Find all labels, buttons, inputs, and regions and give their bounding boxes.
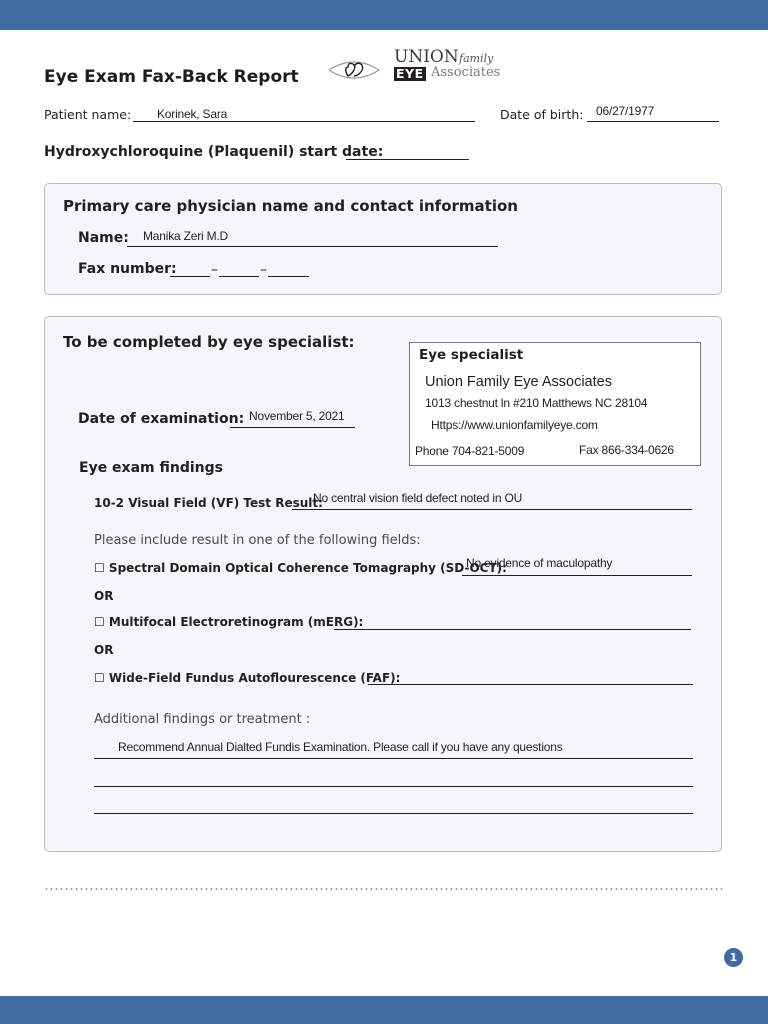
union-family-eye-logo (326, 47, 506, 90)
eye-specialist-fax: Fax 866-334-0626 (579, 443, 674, 457)
hcq-start-date-field[interactable] (346, 159, 469, 160)
or-separator-1: OR (94, 589, 114, 603)
sdoct-value: No evidence of maculopathy (466, 556, 613, 570)
eye-specialist-phone: Phone 704-821-5009 (415, 444, 525, 458)
include-note: Please include result in one of the following fields: (94, 533, 421, 548)
additional-findings-line-3[interactable] (94, 813, 693, 814)
logo-union-text: UNION (394, 47, 459, 67)
sdoct-option[interactable]: ☐ Spectral Domain Optical Coherence Tomagraphy (SD-OCT): (94, 561, 507, 575)
pcp-heading: Primary care physician name and contact information (63, 197, 518, 215)
additional-findings-label: Additional findings or treatment : (94, 712, 311, 727)
eye-logo-icon (326, 52, 382, 86)
hcq-start-date-label: Hydroxychloroquine (Plaquenil) start date: (44, 144, 384, 160)
merg-option[interactable]: ☐ Multifocal Electroretinogram (mERG): (94, 615, 364, 629)
bottom-brand-bar (0, 996, 768, 1024)
fax-dash-2: – (260, 262, 267, 278)
pcp-fax-area-field[interactable] (170, 276, 210, 277)
logo-associates-text: Associates (431, 65, 501, 80)
exam-date-label: Date of examination: (78, 411, 245, 427)
patient-name-label: Patient name: (44, 107, 132, 122)
dotted-divider (44, 888, 724, 890)
eye-specialist-address: 1013 chestnut ln #210 Matthews NC 28104 (425, 396, 648, 410)
page-number-badge: 1 (724, 948, 743, 967)
exam-date-field[interactable] (230, 427, 355, 428)
additional-findings-value: Recommend Annual Dialted Fundis Examination. Please call if you have any questions (118, 740, 563, 754)
dob-field[interactable] (587, 121, 719, 122)
pcp-fax-prefix-field[interactable] (219, 276, 259, 277)
or-separator-2: OR (94, 643, 114, 657)
specialist-section-heading: To be completed by eye specialist: (63, 333, 355, 351)
vf-result-value: No central vision field defect noted in OU (313, 491, 523, 505)
page-title: Eye Exam Fax-Back Report (44, 67, 299, 87)
logo-family-text: family (459, 52, 494, 65)
dob-label: Date of birth: (500, 107, 584, 122)
dob-value: 06/27/1977 (596, 104, 655, 118)
faf-field[interactable] (368, 684, 693, 685)
pcp-fax-label: Fax number: (78, 261, 177, 277)
pcp-name-value: Manika Zeri M.D (143, 229, 229, 243)
fax-dash-1: – (211, 262, 218, 278)
pcp-name-field[interactable] (127, 246, 498, 247)
exam-date-value: November 5, 2021 (249, 409, 345, 423)
additional-findings-line-2[interactable] (94, 786, 693, 787)
top-brand-bar (0, 0, 768, 30)
patient-name-value: Korinek, Sara (157, 107, 228, 121)
vf-result-field[interactable] (292, 509, 692, 510)
faf-option[interactable]: ☐ Wide-Field Fundus Autoflourescence (FAF): (94, 671, 401, 685)
merg-field[interactable] (334, 629, 691, 630)
sdoct-field[interactable] (462, 575, 692, 576)
additional-findings-line-1[interactable] (94, 758, 693, 759)
logo-eye-text: EYE (396, 66, 424, 81)
patient-name-field[interactable] (133, 121, 475, 122)
eye-specialist-title: Eye specialist (419, 347, 524, 363)
findings-heading: Eye exam findings (79, 460, 223, 476)
vf-result-label: 10-2 Visual Field (VF) Test Result: (94, 496, 323, 510)
eye-specialist-website[interactable]: Https://www.unionfamilyeye.com (431, 418, 598, 432)
pcp-name-label: Name: (78, 230, 129, 246)
eye-specialist-org: Union Family Eye Associates (425, 374, 612, 390)
pcp-fax-line-field[interactable] (268, 276, 309, 277)
